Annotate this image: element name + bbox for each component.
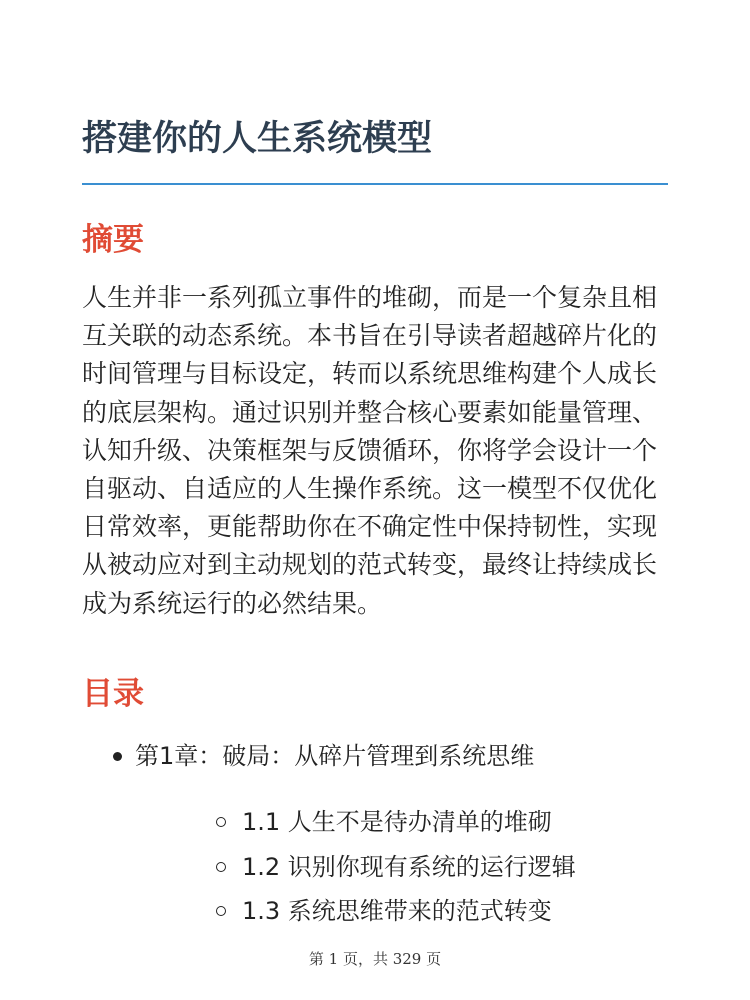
toc-section-1-3	[135, 889, 668, 934]
toc-section-label: 1.1 人生不是待办清单的堆砌	[242, 808, 552, 836]
page-number-footer: 第 1 页，共 329 页	[308, 950, 442, 968]
toc-section-label: 1.2 识别你现有系统的运行逻辑	[242, 852, 576, 881]
bullet-circle-icon	[216, 817, 226, 827]
document-page	[82, 0, 668, 1000]
toc-chapter-label: 第1章：破局：从碎片管理到系统思维	[135, 742, 535, 770]
bullet-disc-icon	[113, 752, 122, 761]
document-title: 搭建你的人生系统模型	[82, 119, 433, 159]
toc-section-1-2	[135, 845, 668, 890]
toc-section-label: 1.3 系统思维带来的范式转变	[242, 897, 552, 925]
title-divider	[82, 183, 668, 185]
bullet-circle-icon	[216, 906, 226, 916]
abstract-paragraph: 人生并非一系列孤立事件的堆砌，而是一个复杂且相互关联的动态系统。本书旨在引导读者超越碎片化的时间管理与目标设定，转而以系统思维构建个人成长的底层架构。通过识别并整合核心要素如能量管理、认知升级、决策框架与反馈循环，你将学会设计一个自驱动、自适应的人生操作系统。这一模型不仅优化日常效率，更能帮助你在不确定性中保持韧性，实现从被动应对到主动规划的范式转变，最终让持续成长成为系统运行的必然结果。	[82, 283, 658, 618]
bullet-circle-icon	[216, 862, 226, 872]
toc-list	[82, 734, 668, 934]
toc-chapter-1	[82, 734, 668, 934]
toc-heading: 目录	[82, 676, 144, 712]
abstract-heading: 摘要	[82, 222, 144, 258]
toc-section-1-1	[135, 800, 668, 845]
toc-section-list	[135, 800, 668, 934]
